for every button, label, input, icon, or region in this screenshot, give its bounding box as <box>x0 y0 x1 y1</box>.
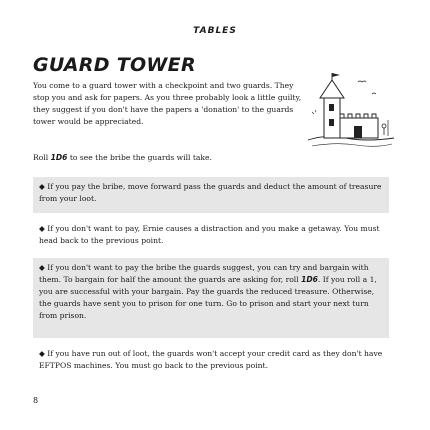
intro-paragraph: You come to a guard tower with a checkpoint and two guards. They stop you and ask for papers. As you three probably look a little guilty, they suggest if you don't have the papers a 'donation' to the guards tower would be appreciated. <box>33 81 302 126</box>
option-bargain <box>33 258 389 338</box>
bargain-text-end: . If you roll a 1, you are successful with your bargain. Pay the guards the reduced treasure. Otherwise, the guards have sent you to prison for one turn. Go to prison and start your next turn from prison. <box>39 275 377 320</box>
option-no-loot: ◆ If you have run out of loot, the guards won't accept your credit card as they don't have EFTPOS machines. You must go back to the previous point. <box>39 349 383 370</box>
section-header: TABLES <box>193 26 237 36</box>
dice-label: 1D6 <box>50 153 68 162</box>
bargain-dice-label: 1D6 <box>301 275 318 284</box>
bargain-text-start: ◆ If you don't want to pay the bribe the guards suggest, you can try and bargain with them. To bargain for half the amount the guards are asking for, roll <box>39 263 369 284</box>
page-number: 8 <box>33 396 39 405</box>
roll-suffix: to see the bribe the guards will take. <box>67 153 212 162</box>
guard-tower-illustration <box>306 72 396 152</box>
roll-instruction <box>33 152 212 164</box>
roll-prefix: Roll <box>33 153 51 162</box>
option-pay-bribe: ◆ If you pay the bribe, move forward pass the guards and deduct the amount of treasure from your loot. <box>33 177 389 213</box>
page-title: GUARD TOWER <box>33 54 196 76</box>
option-distraction: ◆ If you don't want to pay, Ernie causes a distraction and you make a getaway. You must head back to the previous point. <box>39 224 380 245</box>
